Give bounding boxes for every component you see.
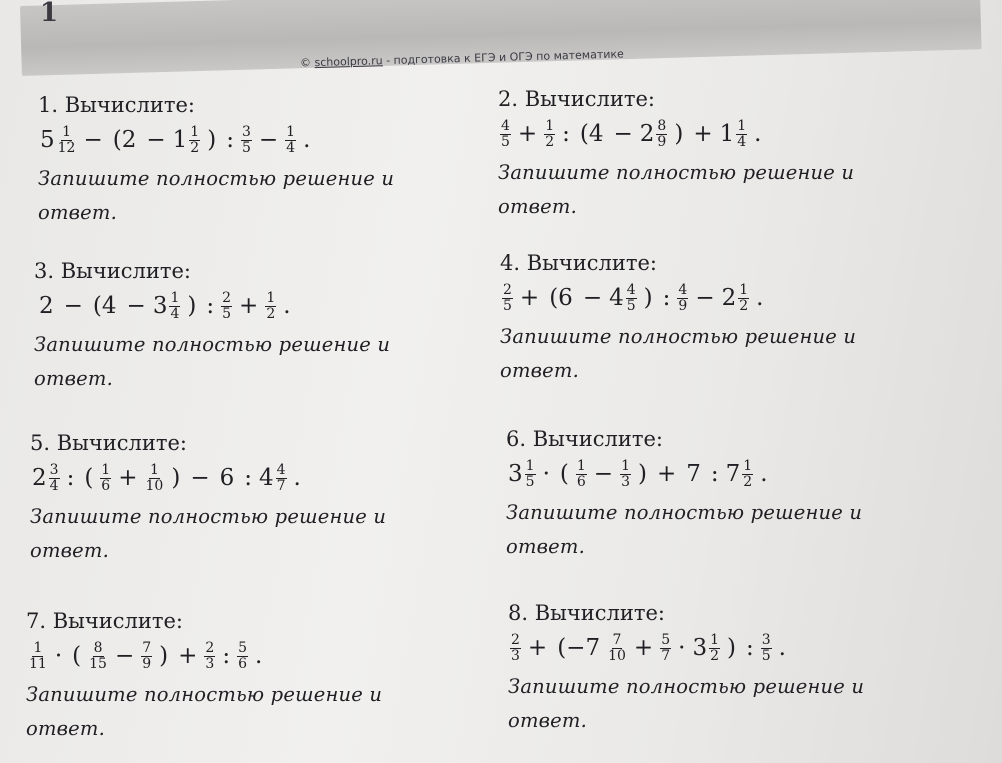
fraction (57, 125, 77, 156)
fraction-denominator: 2 (739, 297, 749, 314)
math-symbol: . (283, 293, 291, 319)
fraction-denominator: 3 (511, 647, 520, 664)
fraction-numerator: 5 (238, 639, 248, 656)
fraction-numerator: 8 (93, 639, 103, 656)
fraction-numerator: 1 (739, 281, 749, 298)
math-symbol: . (778, 635, 786, 661)
math-symbol: ( (84, 465, 94, 491)
math-symbol: + (527, 635, 548, 661)
whole-part: 4 (609, 285, 624, 311)
page-number: 1 (40, 0, 59, 28)
math-symbol: (−7 (557, 635, 601, 661)
math-symbol: ) (637, 461, 647, 487)
fraction-denominator: 2 (545, 133, 555, 150)
fraction-numerator: 2 (222, 289, 232, 306)
fraction-numerator: 7 (612, 631, 622, 648)
task-heading: 5. Вычислите: (30, 431, 187, 455)
fraction-denominator: 3 (205, 655, 215, 672)
fraction-numerator: 2 (205, 639, 215, 656)
task-heading: 3. Вычислите: (34, 259, 191, 283)
whole-part: 3 (692, 635, 708, 661)
math-symbol: ) (643, 285, 653, 311)
fraction (576, 459, 587, 490)
fraction (544, 119, 555, 150)
fraction (204, 641, 215, 672)
task-instruction: Запишите полностью решение и ответ. (38, 167, 395, 224)
fraction-numerator: 1 (743, 457, 753, 474)
math-symbol: (4 (92, 293, 117, 319)
math-symbol: 7 (686, 461, 701, 487)
task-expression (498, 114, 958, 154)
whole-part: 2 (639, 121, 655, 147)
task-5 (30, 430, 490, 568)
fraction-numerator: 1 (737, 117, 747, 134)
whole-part: 5 (40, 127, 55, 153)
math-symbol: + (519, 285, 540, 311)
math-symbol: : (745, 635, 754, 661)
fraction-denominator: 5 (503, 297, 512, 314)
fraction-denominator: 15 (89, 655, 107, 672)
math-symbol: + (118, 465, 138, 491)
fraction-numerator: 3 (49, 461, 59, 478)
task-instruction: Запишите полностью решение и ответ. (26, 683, 383, 740)
fraction (742, 459, 753, 490)
math-symbol: : (562, 121, 570, 147)
task-expression (26, 636, 486, 676)
site-link[interactable]: schoolpro.ru (314, 54, 383, 70)
task-instruction: Запишите полностью решение и ответ. (500, 325, 857, 382)
task-heading: 7. Вычислите: (26, 609, 183, 633)
fraction-denominator: 9 (678, 297, 688, 314)
fraction (761, 633, 772, 664)
fraction (237, 641, 248, 672)
task-expression (34, 286, 494, 326)
fraction (677, 283, 688, 314)
math-symbol: ) (159, 643, 169, 669)
fraction-numerator: 1 (170, 289, 180, 306)
fraction (221, 291, 232, 322)
task-instruction: Запишите полностью решение и ответ. (34, 333, 391, 390)
fraction-numerator: 4 (678, 281, 688, 298)
fraction-denominator: 9 (142, 655, 152, 672)
whole-part: 2 (721, 285, 737, 311)
whole-part: 1 (172, 127, 188, 153)
fraction-denominator: 5 (222, 305, 232, 322)
fraction-denominator: 6 (576, 473, 586, 490)
fraction-numerator: 1 (710, 631, 719, 648)
math-symbol: ) (727, 635, 736, 661)
fraction (510, 633, 521, 664)
task-1 (38, 92, 498, 230)
math-symbol: + (656, 461, 677, 487)
fraction-denominator: 5 (241, 139, 251, 156)
fraction (100, 463, 111, 494)
math-symbol: + (693, 121, 713, 147)
task-heading: 6. Вычислите: (506, 427, 663, 451)
fraction-numerator: 1 (266, 289, 276, 306)
fraction (525, 459, 536, 490)
fraction-denominator: 7 (276, 477, 286, 494)
task-heading: 8. Вычислите: (508, 601, 665, 625)
task-7 (26, 608, 486, 746)
fraction (265, 291, 276, 322)
math-symbol: − (146, 127, 166, 153)
fraction-numerator: 1 (101, 461, 111, 478)
task-expression (38, 120, 498, 160)
header-tagline: - подготовка к ЕГЭ и ОГЭ по математике (385, 47, 624, 68)
math-symbol: − (695, 285, 715, 311)
fraction-numerator: 3 (761, 631, 771, 648)
fraction (145, 463, 165, 494)
task-2 (498, 86, 958, 224)
header-band (20, 0, 982, 76)
fraction-numerator: 7 (142, 639, 152, 656)
fraction-numerator: 1 (286, 123, 296, 140)
fraction-numerator: 3 (241, 123, 251, 140)
fraction (285, 125, 296, 156)
fraction (189, 125, 200, 156)
fraction (500, 119, 511, 150)
fraction (241, 125, 252, 156)
fraction-denominator: 2 (190, 139, 200, 156)
math-symbol: . (760, 461, 768, 487)
math-symbol: − (83, 127, 103, 153)
fraction-numerator: 4 (626, 281, 636, 298)
math-symbol: − (613, 121, 633, 147)
fraction-numerator: 1 (33, 639, 43, 656)
math-symbol: − (114, 643, 135, 669)
math-symbol: + (633, 635, 654, 661)
math-symbol: : (226, 127, 234, 153)
task-instruction: Запишите полностью решение и ответ. (498, 161, 855, 218)
fraction-numerator: 1 (149, 461, 159, 478)
fraction (656, 119, 667, 150)
fraction (709, 633, 720, 664)
math-symbol: · (542, 461, 550, 487)
fraction-denominator: 5 (761, 647, 771, 664)
fraction-denominator: 6 (101, 477, 111, 494)
math-symbol: . (754, 121, 762, 147)
fraction-numerator: 5 (661, 631, 671, 648)
task-3 (34, 258, 494, 396)
math-symbol: (4 (579, 121, 604, 147)
fraction-numerator: 1 (576, 457, 586, 474)
math-symbol: + (178, 643, 198, 669)
whole-part: 1 (719, 121, 735, 147)
fraction-denominator: 5 (501, 133, 510, 150)
fraction (169, 291, 180, 322)
fraction-denominator: 10 (145, 477, 164, 494)
fraction-numerator: 1 (545, 117, 555, 134)
math-symbol: (2 (112, 127, 137, 153)
task-heading: 1. Вычислите: (38, 93, 195, 117)
math-symbol: : (66, 465, 75, 491)
whole-part: 3 (508, 461, 523, 487)
task-expression (508, 628, 968, 668)
fraction-denominator: 6 (238, 655, 248, 672)
fraction (738, 283, 749, 314)
fraction-denominator: 12 (57, 139, 76, 156)
fraction (736, 119, 747, 150)
whole-part: 7 (725, 461, 741, 487)
math-symbol: · (54, 643, 63, 669)
math-symbol: ( (559, 461, 569, 487)
math-symbol: . (303, 127, 311, 153)
fraction-denominator: 7 (661, 647, 671, 664)
fraction-numerator: 2 (511, 631, 520, 648)
fraction (88, 641, 108, 672)
fraction-numerator: 8 (657, 117, 667, 134)
fraction-numerator: 1 (62, 123, 72, 140)
math-symbol: : (710, 461, 719, 487)
task-expression (30, 458, 490, 498)
fraction-denominator: 4 (286, 139, 296, 156)
fraction (28, 641, 48, 672)
task-instruction: Запишите полностью решение и ответ. (506, 501, 863, 558)
math-symbol: . (255, 643, 263, 669)
math-symbol: · (678, 635, 686, 661)
task-4 (500, 250, 960, 388)
math-symbol: . (293, 465, 301, 491)
math-symbol: : (244, 465, 252, 491)
math-symbol: − (190, 465, 210, 491)
fraction-numerator: 1 (190, 123, 200, 140)
fraction (49, 463, 60, 494)
fraction-denominator: 2 (266, 305, 276, 322)
math-symbol: ) (171, 465, 181, 491)
fraction-numerator: 4 (276, 461, 286, 478)
task-expression (500, 278, 960, 318)
math-symbol: ) (187, 293, 197, 319)
fraction-denominator: 2 (710, 647, 719, 664)
fraction-denominator: 5 (525, 473, 535, 490)
task-6 (506, 426, 966, 564)
whole-part: 2 (32, 465, 47, 491)
math-symbol: 6 (219, 465, 235, 491)
whole-part: 3 (152, 293, 168, 319)
task-8 (508, 600, 968, 738)
math-symbol: ) (207, 127, 217, 153)
fraction-denominator: 5 (626, 297, 636, 314)
math-symbol: ) (674, 121, 684, 147)
fraction-denominator: 9 (657, 133, 667, 150)
whole-part: 4 (258, 465, 274, 491)
task-instruction: Запишите полностью решение и ответ. (508, 675, 865, 732)
math-symbol: : (662, 285, 671, 311)
fraction (141, 641, 152, 672)
fraction-denominator: 2 (743, 473, 753, 490)
task-heading: 2. Вычислите: (498, 87, 655, 111)
fraction-numerator: 4 (501, 117, 510, 134)
math-symbol: + (239, 293, 259, 319)
fraction-numerator: 1 (525, 457, 535, 474)
fraction-denominator: 4 (737, 133, 747, 150)
fraction (626, 283, 637, 314)
fraction-denominator: 10 (608, 647, 626, 664)
fraction-denominator: 11 (29, 655, 47, 672)
fraction-numerator: 2 (503, 281, 512, 298)
fraction-denominator: 4 (49, 477, 59, 494)
fraction (660, 633, 671, 664)
math-symbol: − (593, 461, 614, 487)
fraction (502, 283, 513, 314)
math-symbol: + (517, 121, 538, 147)
task-heading: 4. Вычислите: (500, 251, 657, 275)
fraction-denominator: 4 (170, 305, 180, 322)
math-symbol: − (126, 293, 146, 319)
math-symbol: : (222, 643, 231, 669)
math-symbol: (6 (549, 285, 573, 311)
fraction (620, 459, 631, 490)
math-symbol: ( (72, 643, 82, 669)
task-expression (506, 454, 966, 494)
fraction-numerator: 1 (621, 457, 630, 474)
fraction-denominator: 3 (621, 473, 630, 490)
fraction (276, 463, 287, 494)
math-symbol: . (756, 285, 764, 311)
math-symbol: 2 (39, 293, 54, 319)
fraction (607, 633, 627, 664)
math-symbol: − (63, 293, 83, 319)
math-symbol: : (206, 293, 215, 319)
math-symbol: − (582, 285, 603, 311)
task-instruction: Запишите полностью решение и ответ. (30, 505, 387, 562)
copyright-symbol: © (299, 56, 312, 70)
math-symbol: − (258, 127, 279, 153)
